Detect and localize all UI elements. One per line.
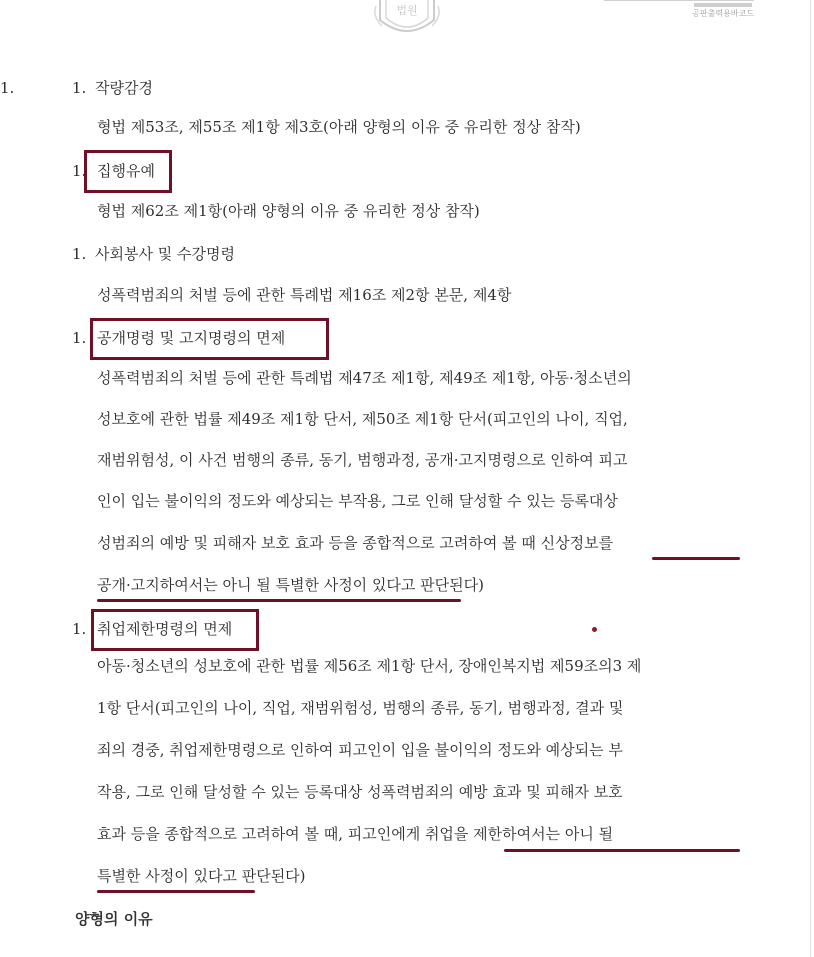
seal-text: 법원 [396,4,418,17]
section-title: 집행유예 [97,162,155,180]
section-body-line: 특별한 사정이 있다고 판단된다) [97,867,306,885]
corner-stamp-text: 공판출력용바코드 [692,9,754,18]
section-body-line: 성폭력범죄의 처벌 등에 관한 특례법 제47조 제1항, 제49조 제1항, 아동·청소년의 [97,369,632,387]
underline-mark [652,557,740,560]
underline-mark [504,849,740,852]
section-body-line: 형법 제53조, 제55조 제1항 제3호(아래 양형의 이유 중 유리한 정상 참작) [97,118,581,136]
section-title: 사회봉사 및 수강명령 [95,245,235,263]
stray-mark [592,627,597,632]
section-number: 1. [72,162,87,180]
section-number: 1. [0,79,15,97]
court-seal [372,0,442,34]
section-body-line: 성보호에 관한 법률 제49조 제1항 단서, 제50조 제1항 단서(피고인의 나이, 직업, [97,410,628,428]
section-body-line: 1항 단서(피고인의 나이, 직업, 재범위험성, 범행의 종류, 동기, 범행과정, 결과 및 [97,699,624,717]
section-body-line: 성범죄의 예방 및 피해자 보호 효과 등을 종합적으로 고려하여 볼 때 신상정보를 [97,534,614,552]
section-body-line: 아동·청소년의 성보호에 관한 법률 제56조 제1항 단서, 장애인복지법 제59조의3 제 [97,657,642,675]
section-body-line: 재범위험성, 이 사건 범행의 종류, 동기, 범행과정, 공개·고지명령으로 인하여 피고 [97,451,628,469]
section-body-line: 작용, 그로 인해 달성할 수 있는 등록대상 성폭력범죄의 예방 효과 및 피해자 보호 [97,783,623,801]
section-title: 작량감경 [95,79,153,97]
corner-stamp [604,0,754,23]
highlight-box [90,318,329,360]
underline-mark [97,890,255,893]
section-number: 1. [72,79,87,97]
underline-mark [97,599,461,602]
section-body-line: 인이 입는 불이익의 정도와 예상되는 부작용, 그로 인해 달성할 수 있는 등록대상 [97,492,618,510]
page-edge [810,0,811,957]
section-title: 취업제한명령의 면제 [97,620,233,638]
closing-heading: 양형의 이유 [75,910,153,928]
section-body-line: 형법 제62조 제1항(아래 양형의 이유 중 유리한 정상 참작) [97,202,480,220]
section-body-line: 공개·고지하여서는 아니 될 특별한 사정이 있다고 판단된다) [97,576,484,594]
section-number: 1. [72,329,87,347]
section-body-line: 효과 등을 종합적으로 고려하여 볼 때, 피고인에게 취업을 제한하여서는 아니 될 [97,825,614,843]
section-title: 공개명령 및 고지명령의 면제 [97,329,286,347]
section-number: 1. [72,620,87,638]
section-body-line: 죄의 경중, 취업제한명령으로 인하여 피고인이 입을 불이익의 정도와 예상되는 부 [97,741,623,759]
highlight-box [84,150,172,193]
corner-bar [694,3,752,7]
section-number: 1. [72,245,87,263]
highlight-box [91,609,259,651]
section-body-line: 성폭력범죄의 처벌 등에 관한 특례법 제16조 제2항 본문, 제4항 [97,286,512,304]
